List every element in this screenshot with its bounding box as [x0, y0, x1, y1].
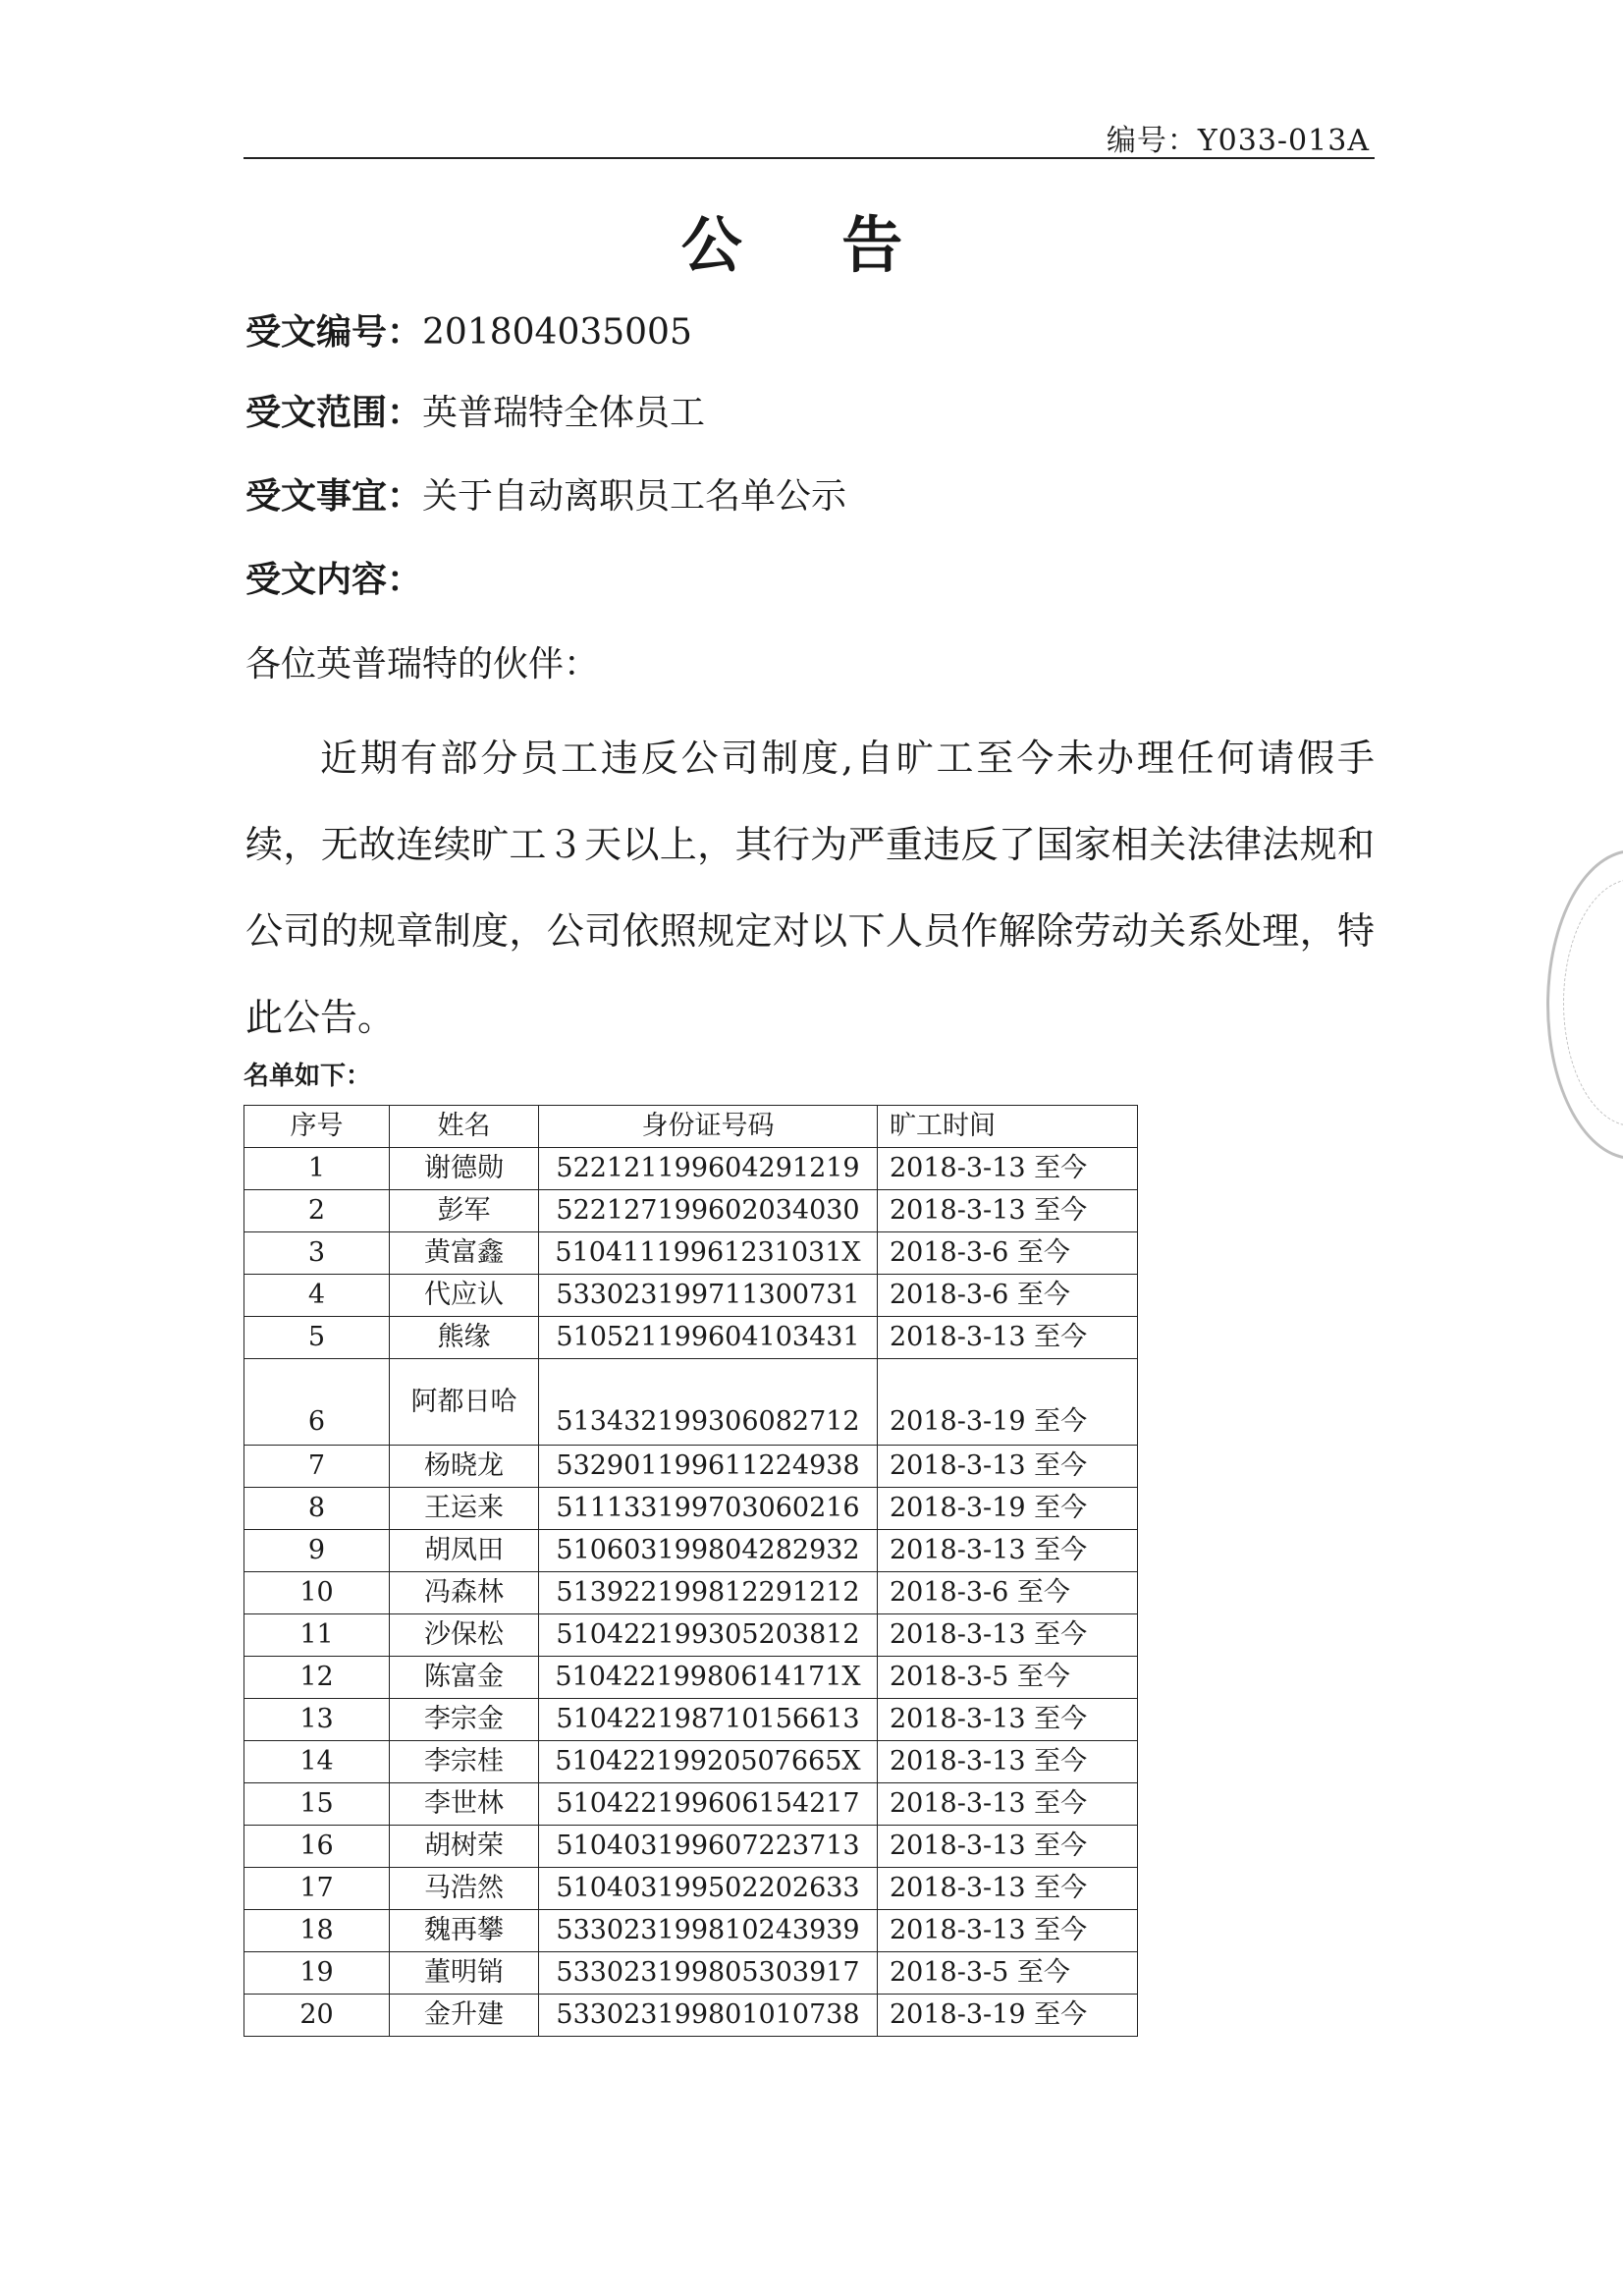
- cell-seq: 3: [244, 1232, 390, 1275]
- cell-name: 冯森林: [390, 1572, 539, 1614]
- cell-id: 510521199604103431: [539, 1317, 878, 1359]
- table-row: [244, 1614, 1138, 1657]
- cell-absence: 2018-3-13 至今: [878, 1530, 1138, 1572]
- cell-absence: 2018-3-13 至今: [878, 1614, 1138, 1657]
- cell-seq: 15: [244, 1783, 390, 1826]
- cell-id: 532901199611224938: [539, 1446, 878, 1488]
- cell-absence: 2018-3-5 至今: [878, 1952, 1138, 1995]
- meta-doc-no-value: 201804035005: [422, 312, 692, 353]
- cell-id: 533023199711300731: [539, 1275, 878, 1317]
- cell-id: 510603199804282932: [539, 1530, 878, 1572]
- cell-seq: 19: [244, 1952, 390, 1995]
- cell-id: 510403199607223713: [539, 1826, 878, 1868]
- cell-seq: 1: [244, 1148, 390, 1190]
- table-row: [244, 1190, 1138, 1232]
- cell-name: 阿都日哈: [390, 1359, 539, 1446]
- cell-name: 李世林: [390, 1783, 539, 1826]
- table-row: [244, 1741, 1138, 1783]
- cell-seq: 4: [244, 1275, 390, 1317]
- cell-id: 51042219980614171X: [539, 1657, 878, 1699]
- cell-id: 522127199602034030: [539, 1190, 878, 1232]
- cell-seq: 8: [244, 1488, 390, 1530]
- table-header-row: [244, 1106, 1138, 1148]
- table-row: [244, 1359, 1138, 1446]
- cell-id: 533023199810243939: [539, 1910, 878, 1952]
- cell-seq: 10: [244, 1572, 390, 1614]
- table-row: [244, 1783, 1138, 1826]
- meta-content-label: 受文内容：: [245, 560, 423, 600]
- cell-absence: 2018-3-19 至今: [878, 1995, 1138, 2037]
- meta-matter-label: 受文事宜：: [245, 476, 423, 517]
- cell-id: 51042219920507665X: [539, 1741, 878, 1783]
- cell-seq: 18: [244, 1910, 390, 1952]
- cell-seq: 17: [244, 1868, 390, 1910]
- cell-id: 510403199502202633: [539, 1868, 878, 1910]
- cell-name: 李宗金: [390, 1699, 539, 1741]
- table-row: [244, 1446, 1138, 1488]
- cell-absence: 2018-3-13 至今: [878, 1868, 1138, 1910]
- cell-id: 513922199812291212: [539, 1572, 878, 1614]
- table-row: [244, 1232, 1138, 1275]
- meta-doc-no-label: 受文编号：: [245, 312, 423, 353]
- cell-absence: 2018-3-6 至今: [878, 1572, 1138, 1614]
- meta-content: [245, 552, 422, 602]
- cell-id: 510422198710156613: [539, 1699, 878, 1741]
- cell-seq: 5: [244, 1317, 390, 1359]
- table-row: [244, 1699, 1138, 1741]
- cell-id: 522121199604291219: [539, 1148, 878, 1190]
- greeting: 各位英普瑞特的伙伴：: [245, 644, 600, 684]
- table-row: [244, 1530, 1138, 1572]
- header-name: 姓名: [390, 1106, 539, 1148]
- cell-absence: 2018-3-13 至今: [878, 1783, 1138, 1826]
- cell-name: 彭军: [390, 1190, 539, 1232]
- cell-id: 510422199305203812: [539, 1614, 878, 1657]
- cell-seq: 7: [244, 1446, 390, 1488]
- cell-id: 513432199306082712: [539, 1359, 878, 1446]
- cell-name: 李宗桂: [390, 1741, 539, 1783]
- cell-name: 魏再攀: [390, 1910, 539, 1952]
- cell-name: 陈富金: [390, 1657, 539, 1699]
- cell-absence: 2018-3-13 至今: [878, 1910, 1138, 1952]
- header-id: 身份证号码: [539, 1106, 878, 1148]
- meta-scope-value: 英普瑞特全体员工: [422, 393, 706, 433]
- cell-seq: 20: [244, 1995, 390, 2037]
- cell-id: 533023199805303917: [539, 1952, 878, 1995]
- table-row: [244, 1275, 1138, 1317]
- cell-seq: 16: [244, 1826, 390, 1868]
- cell-absence: 2018-3-13 至今: [878, 1741, 1138, 1783]
- table-row: [244, 1868, 1138, 1910]
- cell-absence: 2018-3-19 至今: [878, 1488, 1138, 1530]
- cell-name: 金升建: [390, 1995, 539, 2037]
- cell-seq: 11: [244, 1614, 390, 1657]
- cell-name: 黄富鑫: [390, 1232, 539, 1275]
- cell-seq: 2: [244, 1190, 390, 1232]
- cell-seq: 6: [244, 1359, 390, 1446]
- cell-name: 杨晓龙: [390, 1446, 539, 1488]
- meta-scope-label: 受文范围：: [245, 393, 423, 433]
- cell-seq: 9: [244, 1530, 390, 1572]
- page-title: 公 告: [680, 209, 943, 281]
- cell-absence: 2018-3-13 至今: [878, 1699, 1138, 1741]
- cell-name: 沙保松: [390, 1614, 539, 1657]
- meta-matter: [245, 468, 846, 519]
- cell-name: 胡凤田: [390, 1530, 539, 1572]
- header-rule: [243, 157, 1375, 159]
- table-row: [244, 1317, 1138, 1359]
- cell-name: 马浩然: [390, 1868, 539, 1910]
- cell-id: 533023199801010738: [539, 1995, 878, 2037]
- cell-name: 王运来: [390, 1488, 539, 1530]
- cell-name: 胡树荣: [390, 1826, 539, 1868]
- cell-absence: 2018-3-13 至今: [878, 1148, 1138, 1190]
- table-row: [244, 1657, 1138, 1699]
- table-row: [244, 1148, 1138, 1190]
- header-absence: 旷工时间: [878, 1106, 1138, 1148]
- cell-absence: 2018-3-13 至今: [878, 1446, 1138, 1488]
- cell-seq: 14: [244, 1741, 390, 1783]
- list-label: 名单如下：: [243, 1062, 372, 1091]
- employee-table: [243, 1105, 1138, 2037]
- cell-absence: 2018-3-6 至今: [878, 1232, 1138, 1275]
- cell-absence: 2018-3-6 至今: [878, 1275, 1138, 1317]
- meta-matter-value: 关于自动离职员工名单公示: [422, 476, 847, 517]
- cell-absence: 2018-3-5 至今: [878, 1657, 1138, 1699]
- cell-absence: 2018-3-13 至今: [878, 1317, 1138, 1359]
- document-number: 编号：Y033-013A: [1106, 124, 1370, 158]
- table-row: [244, 1488, 1138, 1530]
- table-row: [244, 1995, 1138, 2037]
- meta-scope: [245, 385, 705, 435]
- header-seq: 序号: [244, 1106, 390, 1148]
- cell-id: 51041119961231031X: [539, 1232, 878, 1275]
- table-row: [244, 1952, 1138, 1995]
- cell-name: 熊缘: [390, 1317, 539, 1359]
- cell-absence: 2018-3-13 至今: [878, 1190, 1138, 1232]
- table-row: [244, 1572, 1138, 1614]
- table-row: [244, 1910, 1138, 1952]
- table-row: [244, 1826, 1138, 1868]
- cell-absence: 2018-3-13 至今: [878, 1826, 1138, 1868]
- meta-doc-no: [245, 304, 692, 355]
- cell-name: 董明销: [390, 1952, 539, 1995]
- cell-name: 谢德勋: [390, 1148, 539, 1190]
- cell-absence: 2018-3-19 至今: [878, 1359, 1138, 1446]
- cell-name: 代应认: [390, 1275, 539, 1317]
- cell-seq: 12: [244, 1657, 390, 1699]
- cell-seq: 13: [244, 1699, 390, 1741]
- body-paragraph: 近期有部分员工违反公司制度,自旷工至今未办理任何请假手续，无故连续旷工３天以上，其行为严重违反了国家相关法律法规和公司的规章制度，公司依照规定对以下人员作解除劳动关系处理，特此公告。: [245, 737, 1375, 1039]
- cell-id: 511133199703060216: [539, 1488, 878, 1530]
- cell-id: 510422199606154217: [539, 1783, 878, 1826]
